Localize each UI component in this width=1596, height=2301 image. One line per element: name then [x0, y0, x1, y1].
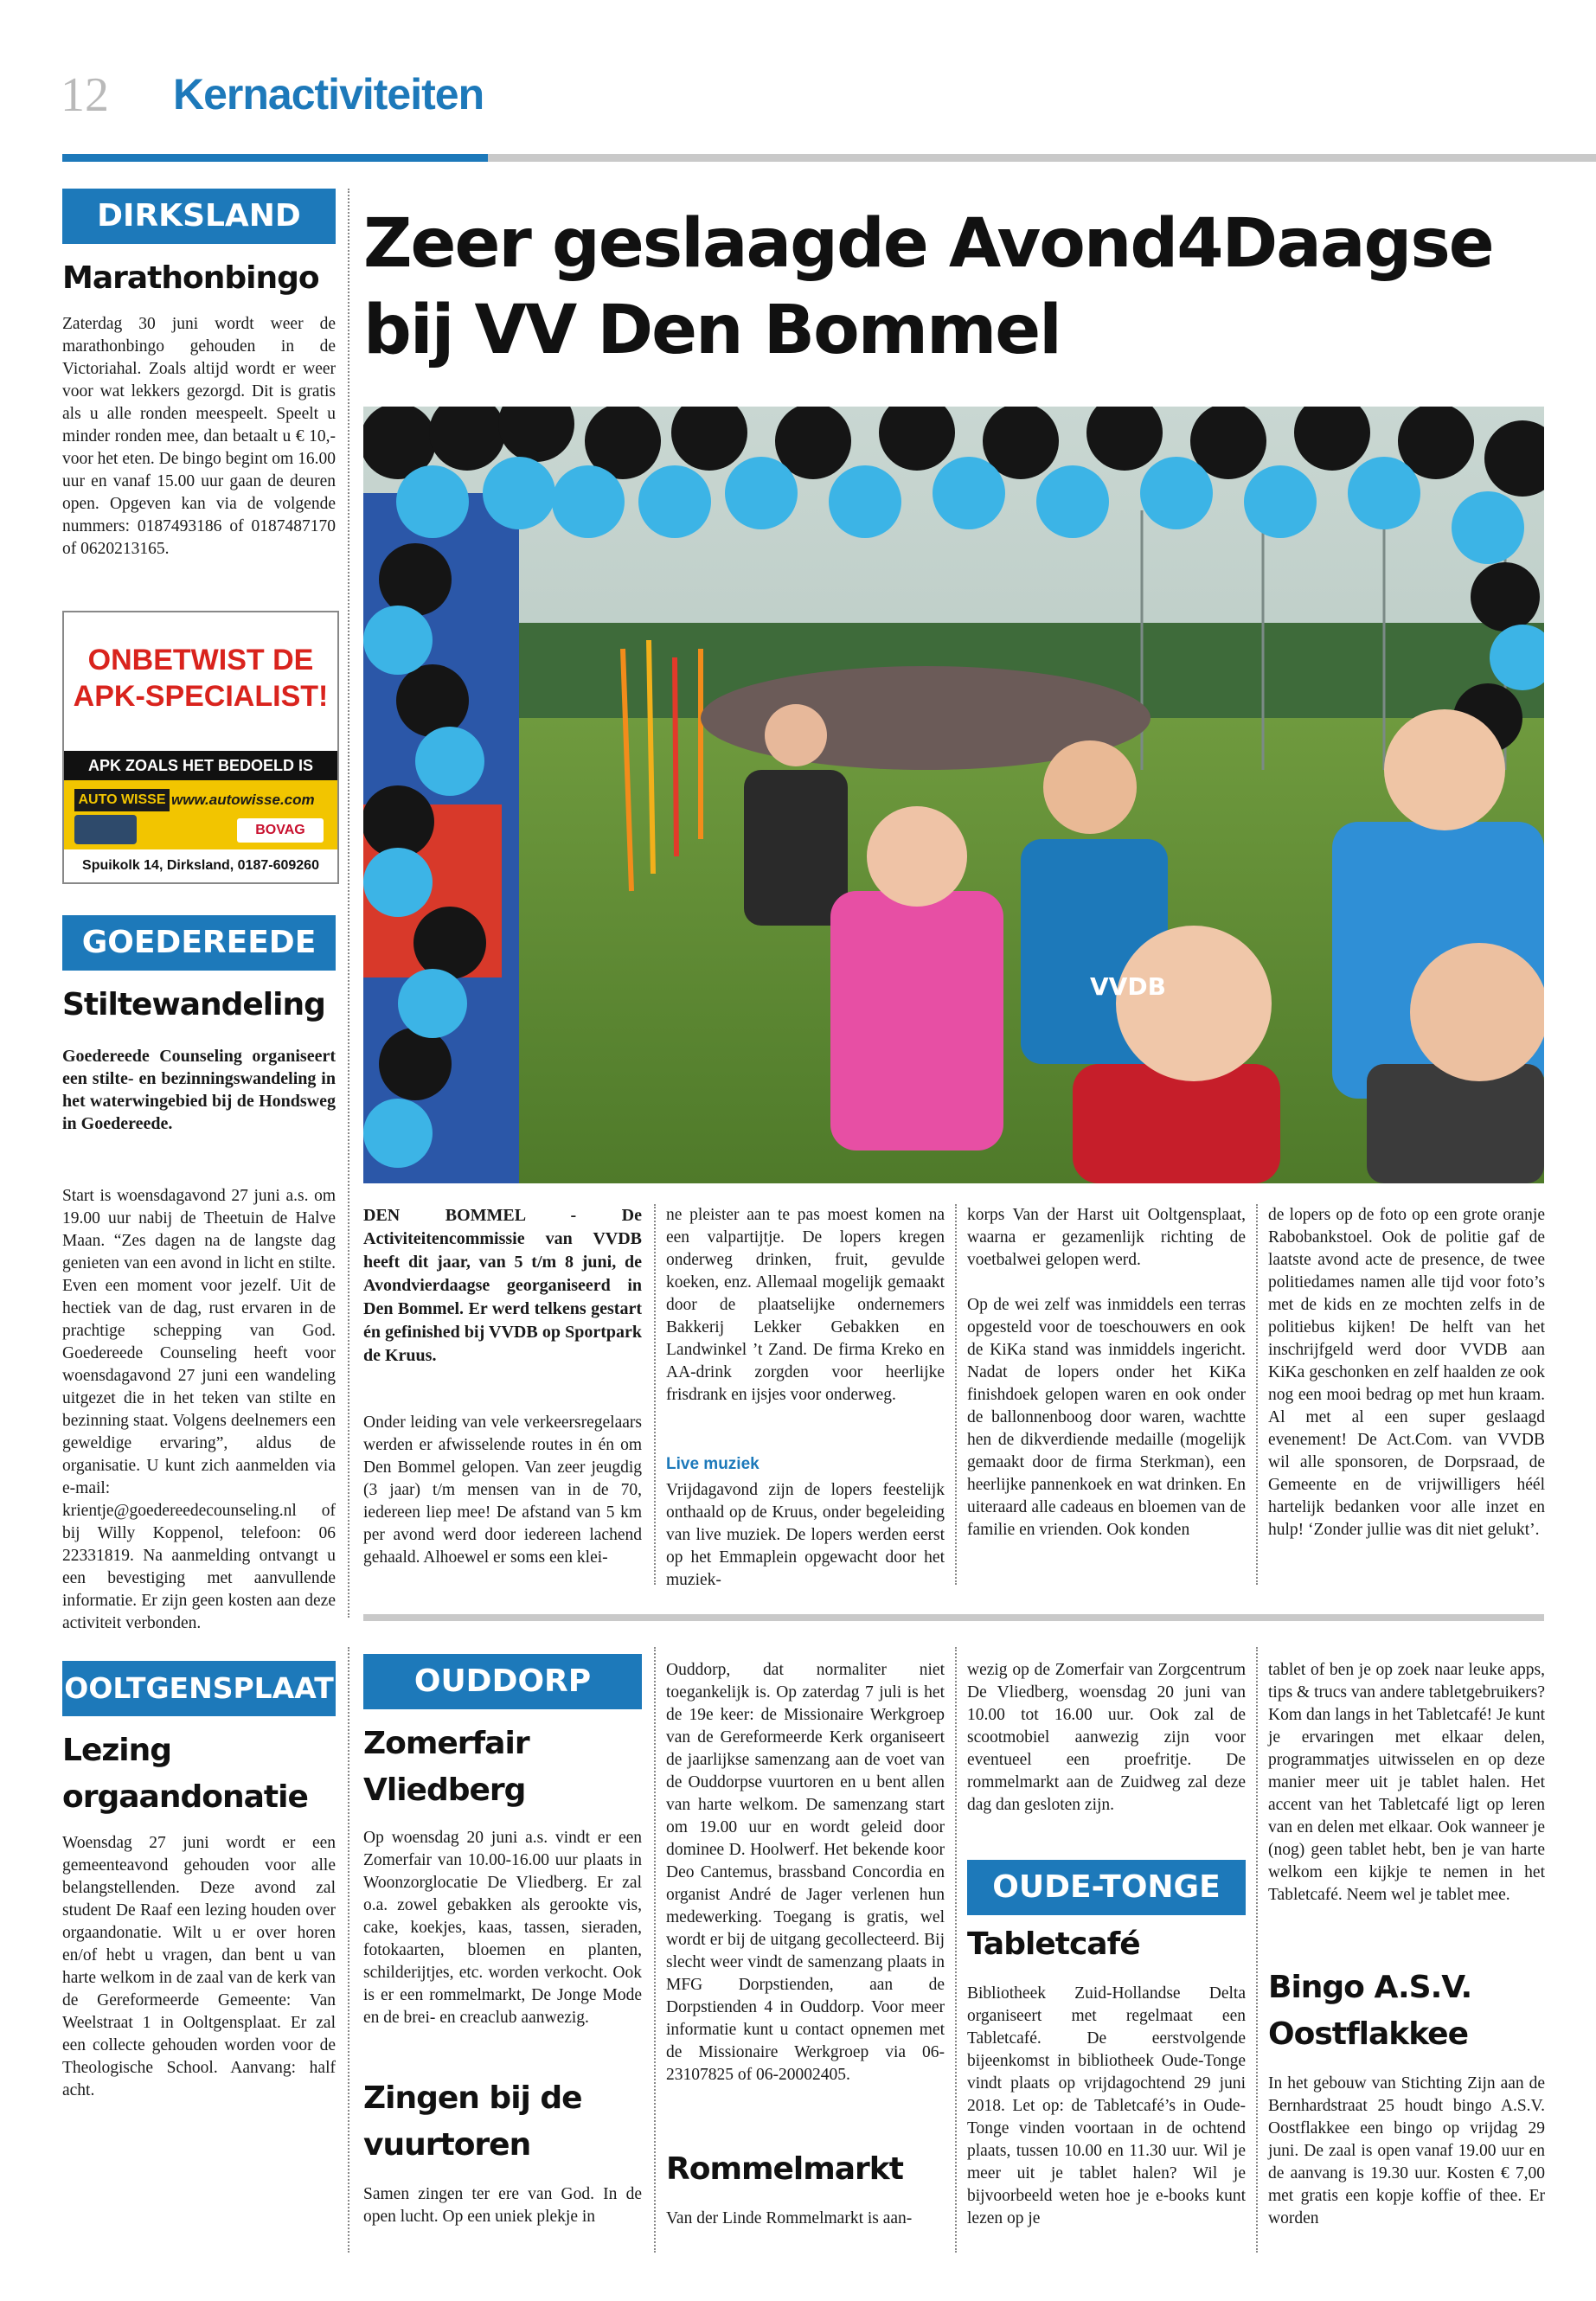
ad-brand-logo: AUTO WISSE: [74, 789, 170, 811]
article-title: [363, 201, 1574, 374]
badge-ooltgensplaat: OOLTGENSPLAAT: [62, 1661, 336, 1716]
ad-url[interactable]: www.autowisse.com: [171, 792, 315, 808]
article-subhead: Live muziek: [666, 1455, 760, 1473]
bingo-heading-1: Bingo A.S.V.: [1268, 1970, 1472, 2005]
column-divider: [348, 189, 349, 1618]
article-col3-p1: korps Van der Harst uit Ooltgensplaat, waarna er gezamenlijk richting de voetbalwei gelopen werd.: [967, 1206, 1246, 1269]
article-col2-p1: ne pleister aan te pas moest komen na een valpartijtje. De lopers kregen onderweg drinken, fruit, gevulde koeken, enz. Allemaal mogelijk gemaakt door de plaatselijke ondernemers Bakkerij Lekker Gebakken en Landwinkel ’t Zand. De firma Kreko en AA-drink zorgden voor heerlijke frisdrank en ijsjes voor onderweg.: [666, 1206, 945, 1404]
dirksland-heading: Marathonbingo: [62, 260, 319, 296]
bovag-logo: BOVAG: [237, 818, 324, 843]
goedereede-lead: Goedereede Counseling organiseert een stilte- en bezinningswandeling in het waterwingebied bij de Hondsweg in Goedereede.: [62, 1047, 336, 1133]
ouddorp-heading-3a: Zingen bij de: [363, 2080, 582, 2116]
ouddorp-body: Op woensdag 20 juni a.s. vindt er een Zomerfair van 10.00-16.00 uur plaats in Woonzorglocatie De Vliedberg. Er zal o.a. zowel gebakken als gerookte vis, cake, koekjes, kaas, tassen, sieraden, fotokaarten, bloemen en planten, schilderijtjes, etc. worden verkocht. Ook is er een rommelmarkt, De Jonge Mode en de brei- en creaclub aanwezig.: [363, 1829, 642, 2027]
column-divider: [1256, 1204, 1258, 1585]
car-icon: [74, 815, 137, 844]
article-col4-p1: de lopers op de foto op een grote oranje Rabobankstoel. Ook de politie gaf de laatste avond acte de presence, de twee politiedames namen alle tijd voor foto’s met de kids en ze mochten zelfs in de politiebus kijken! De helft van het inschrijfgeld werd door VVDB aan KiKa geschonken en zelf haalden ze ook nog een mooi bedrag op met hun kraam. Al met al een super geslaagd evenement! De Act.Com. van VVDB wil alle sponsoren, de Dorpsraad, de Gemeente en de vrijwilligers héél hartelijk bedanken voor alle inzet en hulp! ‘Zonder jullie was dit niet gelukt’.: [1268, 1206, 1545, 1539]
header-rule: [488, 154, 1596, 162]
header-rule-accent: [62, 154, 488, 162]
ouddorp-heading-2: Vliedberg: [363, 1772, 526, 1808]
column-divider: [654, 1647, 656, 2253]
ad-address: Spuikolk 14, Dirksland, 0187-609260: [64, 851, 337, 881]
bingo-heading-2: Oostflakkee: [1268, 2016, 1469, 2052]
photo-illustration: [363, 407, 1544, 1183]
article-title-line-2: bij VV Den Bommel: [363, 292, 1061, 369]
ad-headline-1: ONBETWIST DE: [87, 644, 314, 676]
dirksland-body: Zaterdag 30 juni wordt weer de marathonbingo gehouden in de Victoriahal. Zoals altijd wordt er weer voor wat lekkers gezorgd. Dit is gratis als u alle ronden meespeelt. Speelt u minder ronden mee, dan betaalt u € 10,- voor het eten. De bingo begint om 16.00 uur en vanaf 15.00 uur gaan de deuren open. Opgeven kan via de volgende nummers: 0187493186 of 0187487170 of 0620213165.: [62, 315, 336, 558]
goedereede-heading: Stiltewandeling: [62, 987, 325, 1022]
badge-dirksland: DIRKSLAND: [62, 189, 336, 244]
rommelmarkt-heading: Rommelmarkt: [666, 2151, 903, 2187]
column-divider: [1256, 1647, 1258, 2253]
ouddorp-body-3: Ouddorp, dat normaliter niet toegankelijk is. Op zaterdag 7 juli is het de 19e keer: de Missionaire Werkgroep van de Gereformeerde Kerk organiseert de jaarlijkse samenzang aan de voet van de Ouddorpse vuurtoren en u bent allen van harte welkom. De samenzang start om 19.00 uur en wordt geleid door dominee D. Hoolwerf. Het bekende koor Deo Cantemus, brassband Concordia en organist André de Jager verlenen hun medewerking. Toegang is gratis, wel wordt er bij de uitgang gecollecteerd. Bij slecht weer vindt de samenzang plaats in MFG Dorpstienden, aan de Dorpstienden 4 in Ouddorp. Voor meer informatie kunt u contact opnemen met de Missionaire Werkgroep via 06-23107825 of 06-20002405.: [666, 1661, 945, 2084]
article-title-line-1: Zeer geslaagde Avond4Daagse: [363, 205, 1493, 283]
ouddorp-heading-3b: vuurtoren: [363, 2127, 531, 2163]
page-number: 12: [61, 68, 109, 122]
tabletcafe-body-cont: tablet of ben je op zoek naar leuke apps, tips & trucs van andere tabletgebruikers? Kom dan langs in het Tabletcafé! Je kunt je ervaringen met elkaar delen, programmatjes uitwisselen en op deze manier meer uit je tablet halen. Het accent van het Tabletcafé ligt op leren van en delen met elkaar. Ook wanneer je (nog) geen tablet hebt, ben je van harte welkom een kijkje te nemen in het Tabletcafé. Neem wel je tablet mee.: [1268, 1661, 1546, 1904]
rommelmarkt-body: Van der Linde Rommelmarkt is aan-: [666, 2209, 913, 2227]
ooltgensplaat-body: Woensdag 27 juni wordt er een gemeenteavond gehouden voor alle belangstellenden. Deze avond zal student De Raaf een lezing houden over orgaandonatie. Wilt u er over horen en/of hebt u vragen, dan bent u van harte welkom in de zaal van de kerk van de Gereformeerde Gemeente: Van Weelstraat 1 in Ooltgensplaat. Er zal een collecte gehouden worden voor de Theologische School. Aanvang: half acht.: [62, 1834, 336, 2099]
ouddorp-heading-1: Zomerfair: [363, 1726, 529, 1761]
ooltgensplaat-heading-2: orgaandonatie: [62, 1779, 308, 1815]
ad-auto-wisse[interactable]: [62, 611, 339, 884]
column-divider: [348, 1647, 349, 2253]
column-divider: [955, 1647, 957, 2253]
badge-ouddorp: OUDDORP: [363, 1654, 642, 1709]
photo-banner-text: VVDB: [1090, 972, 1166, 1001]
article-col3-p2: Op de wei zelf was inmiddels een terras opgesteld voor de toeschouwers en ook de KiKa stand was inmiddels ingericht. Nadat de lopers onder het KiKa finishdoek gelopen waren en ook onder de ballonnenboog door waren, wachtte hen de dikverdiende medaille (mogelijk gemaakt door de firma Sterkman), een heerlijke pannenkoek en wat drinken. En uiteraard alle cadeaus en bloemen van de familie en vrienden. Ook konden: [967, 1296, 1246, 1539]
column-divider: [955, 1204, 957, 1585]
article-bottom-rule: [363, 1614, 1544, 1621]
article-col1-p2: Onder leiding van vele verkeersregelaars werden er afwisselende routes in én om Den Bommel gelopen. Van zeer jeugdig (3 jaar) t/m mensen van in de 70, iedereen liep mee! De afstand van 5 km per avond werd door iedereen lachend gehaald. Alhoewel er soms een klei-: [363, 1413, 642, 1567]
article-photo: [363, 407, 1544, 1183]
bingo-body: In het gebouw van Stichting Zijn aan de Bernhardstraat 25 houdt bingo A.S.V. Oostflakkee een bingo op vrijdag 29 juni. De zaal is open vanaf 19.00 uur en de aanvang is 19.30 uur. Kosten € 7,00 met gratis een kopje koffie of thee. Er worden: [1268, 2074, 1545, 2227]
ouddorp-body-2: Samen zingen ter ere van God. In de open lucht. Op een uniek plekje in: [363, 2185, 642, 2226]
article-intro: DEN BOMMEL - De Activiteitencommissie van VVDB heeft dit jaar, van 5 t/m 8 juni, de Avondvierdaagse georganiseerd in Den Bommel. Er werd telkens gestart én gefinished bij VVDB op Sportpark de Kruus.: [363, 1206, 642, 1365]
oude-tonge-body: Bibliotheek Zuid-Hollandse Delta organiseert met regelmaat een Tabletcafé. De eerstvolgende bijeenkomst in bibliotheek Oude-Tonge vindt plaats op vrijdagochtend 29 juni 2018. Let op: de Tabletcafé’s in Oude-Tonge vinden voortaan in de ochtend plaats, tussen 10.00 en 11.30 uur. Wil je meer uit je tablet halen? Wil je bijvoorbeeld weten hoe je e-books kunt lezen op je: [967, 1984, 1246, 2227]
badge-oude-tonge: OUDE-TONGE: [967, 1860, 1246, 1915]
goedereede-body: Start is woensdagavond 27 juni a.s. om 19.00 uur nabij de Theetuin de Halve Maan. “Zes dagen na de langste dag genieten van een avond in licht en stilte. Even een moment voor jezelf. Uit de hectiek van de dag, rust ervaren in de prachtige schepping van God. Goedereede Counseling heeft voor woensdagavond 27 juni een wandeling uitgezet die in het teken van stilte en bezinning staat. Volgens deelnemers een geweldige ervaring”, aldus de organisatie. U kunt zich aanmelden via e-mail: krientje@goedereedecounseling.nl of bij Willy Koppenol, telefoon: 06 22331819. Na aanmelding ontvangt u een bevestiging met aanvullende informatie. Er zijn geen kosten aan deze activiteit verbonden.: [62, 1187, 336, 1632]
section-title: Kernactiviteiten: [173, 70, 484, 119]
ad-headline-2: APK-SPECIALIST!: [73, 680, 329, 713]
rommelmarkt-body-cont: wezig op de Zomerfair van Zorgcentrum De Vliedberg, woensdag 20 juni van 10.00 tot 16.00 uur. Ook zal de scootmobiel aanwezig zijn voor eventueel een proefritje. De rommelmarkt aan de Zuidweg zal deze dag dan gesloten zijn.: [967, 1661, 1246, 1814]
badge-goedereede: GOEDEREEDE: [62, 915, 336, 971]
oude-tonge-heading: Tabletcafé: [967, 1926, 1140, 1962]
column-divider: [654, 1204, 656, 1585]
article-col2-p2: Vrijdagavond zijn de lopers feestelijk onthaald op de Kruus, onder begeleiding van live muziek. De lopers werden eerst op het Emmaplein opgewacht door het muziek-: [666, 1481, 945, 1589]
ad-strap: APK ZOALS HET BEDOELD IS: [64, 751, 337, 780]
ooltgensplaat-heading-1: Lezing: [62, 1733, 172, 1768]
